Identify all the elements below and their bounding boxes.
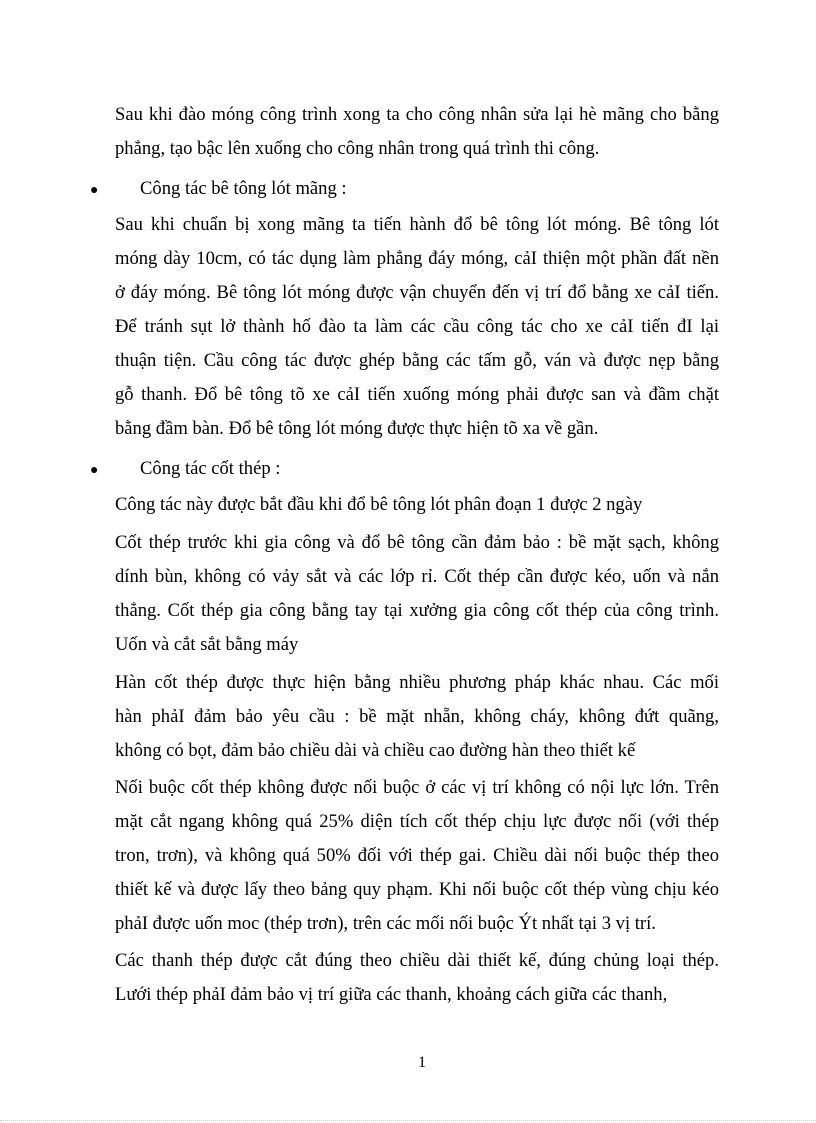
text-line: móng dày 10cm, có tác dụng làm phẳng đáy móng, cảI thiện một phần đất nền: [115, 248, 719, 269]
text-line: Lưới thép phảI đảm bảo vị trí giữa các thanh, khoảng cách giữa các thanh,: [115, 984, 668, 1005]
text-line: gỗ thanh. Đổ bê tông tõ xe cảI tiến xuống móng phải được san và đầm chặt: [115, 384, 719, 405]
text-line: dính bùn, không có vảy sắt và các lớp rỉ. Cốt thép cần được kéo, uốn và nắn: [115, 566, 719, 587]
text-line: không có bọt, đảm bảo chiều dài và chiều cao đường hàn theo thiết kế: [115, 740, 636, 761]
text-line: phảI được uốn moc (thép trơn), trên các mối nối buộc Ýt nhất tại 3 vị trí.: [115, 913, 656, 934]
bullet-icon: ●: [90, 463, 99, 478]
bullet-heading: Công tác cốt thép :: [140, 458, 281, 479]
text-line: Nối buộc cốt thép không được nối buộc ở các vị trí không có nội lực lớn. Trên: [115, 777, 719, 798]
paragraph-2: [115, 208, 719, 446]
text-line: Để tránh sụt lở thành hố đào ta làm các cầu công tác cho xe cảI tiến đI lại: [115, 316, 719, 337]
text-line: Các thanh thép được cắt đúng theo chiều dài thiết kế, đúng chủng loại thép.: [115, 950, 719, 971]
paragraph-6: [115, 771, 719, 941]
paragraph-1: [115, 98, 719, 166]
text-line: mặt cắt ngang không quá 25% diện tích cốt thép chịu lực được nối (với thép: [115, 811, 719, 832]
text-line: Cốt thép trước khi gia công và đổ bê tông cần đảm bảo : bề mặt sạch, không: [115, 532, 719, 553]
text-line: thuận tiện. Cầu công tác được ghép bằng các tấm gỗ, ván và được nẹp bằng: [115, 350, 719, 371]
text-line: Công tác này được bắt đầu khi đổ bê tông lót phân đoạn 1 được 2 ngày: [115, 494, 643, 515]
text-line: phẳng, tạo bậc lên xuống cho công nhân trong quá trình thi công.: [115, 138, 600, 159]
paragraph-7: [115, 944, 719, 1012]
bullet-heading: Công tác bê tông lót mãng :: [140, 178, 347, 199]
text-line: thiết kế và được lấy theo bảng quy phạm. Khi nối buộc cốt thép vùng chịu kéo: [115, 879, 719, 900]
text-line: hàn phảI đảm bảo yêu cầu : bề mặt nhẵn, không cháy, không đứt quãng,: [115, 706, 719, 727]
text-line: ở đáy móng. Bê tông lót móng được vận chuyển đến vị trí đổ bằng xe cảI tiến.: [115, 282, 719, 303]
text-line: Sau khi đào móng công trình xong ta cho công nhân sửa lại hè mãng cho bằng: [115, 104, 719, 125]
text-line: Sau khi chuẩn bị xong mãng ta tiến hành đổ bê tông lót móng. Bê tông lót: [115, 214, 719, 235]
paragraph-4: [115, 526, 719, 662]
text-line: tron, trơn), và không quá 50% đối với thép gai. Chiều dài nối buộc thép theo: [115, 845, 719, 866]
bullet-icon: ●: [90, 183, 99, 198]
text-line: Hàn cốt thép được thực hiện bằng nhiều phương pháp khác nhau. Các mối: [115, 672, 719, 693]
bullet-item-2: [90, 452, 280, 488]
text-line: Uốn và cắt sắt bằng máy: [115, 634, 299, 655]
page-bottom-rule: [0, 1120, 816, 1121]
page-number: 1: [418, 1054, 426, 1071]
paragraph-5: [115, 666, 719, 768]
text-line: thẳng. Cốt thép gia công bằng tay tại xưởng gia công cốt thép của công trình.: [115, 600, 719, 621]
bullet-item-1: [90, 172, 347, 208]
text-line: bằng đầm bàn. Đổ bê tông lót móng được thực hiện tõ xa về gần.: [115, 418, 599, 439]
paragraph-3: [115, 488, 719, 522]
